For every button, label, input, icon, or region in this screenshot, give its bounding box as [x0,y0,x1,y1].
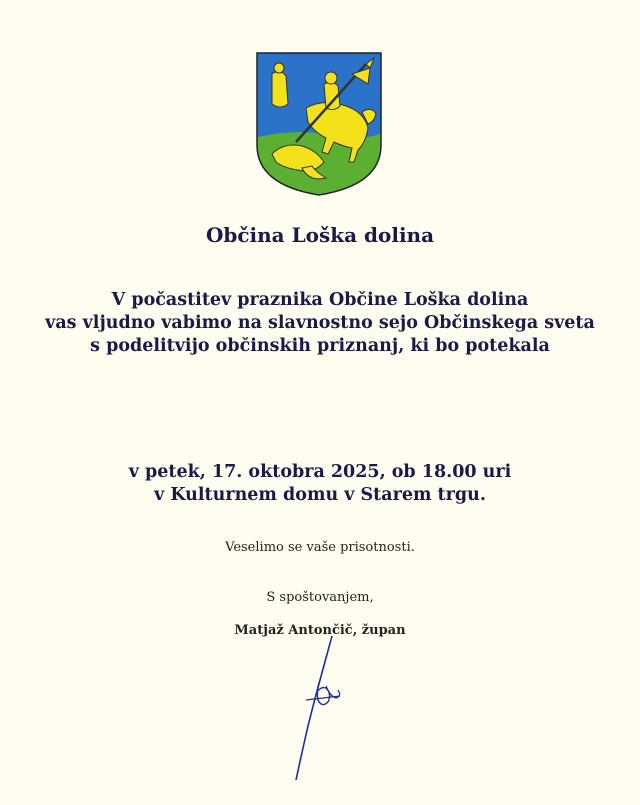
event-details [0,461,640,507]
page-title: Občina Loška dolina [205,223,435,247]
invitation-line: vas vljudno vabimo na slavnostno sejo Občinskega sveta [45,313,595,333]
closing-text: Veselimo se vaše prisotnosti. [225,540,415,555]
regards-text: S spoštovanjem, [266,590,374,605]
invitation-line: V počastitev praznika Občine Loška dolina [111,290,529,310]
event-place: v Kulturnem domu v Starem trgu. [154,485,486,505]
signature-icon [276,628,356,788]
invitation-line: s podelitvijo občinskih priznanj, ki bo potekala [90,336,550,356]
event-date: v petek, 17. oktobra 2025, ob 18.00 uri [128,462,512,482]
coat-of-arms-icon [254,50,384,197]
invitation-text [0,289,640,358]
signer-name: Matjaž Antončič, župan [234,623,406,638]
